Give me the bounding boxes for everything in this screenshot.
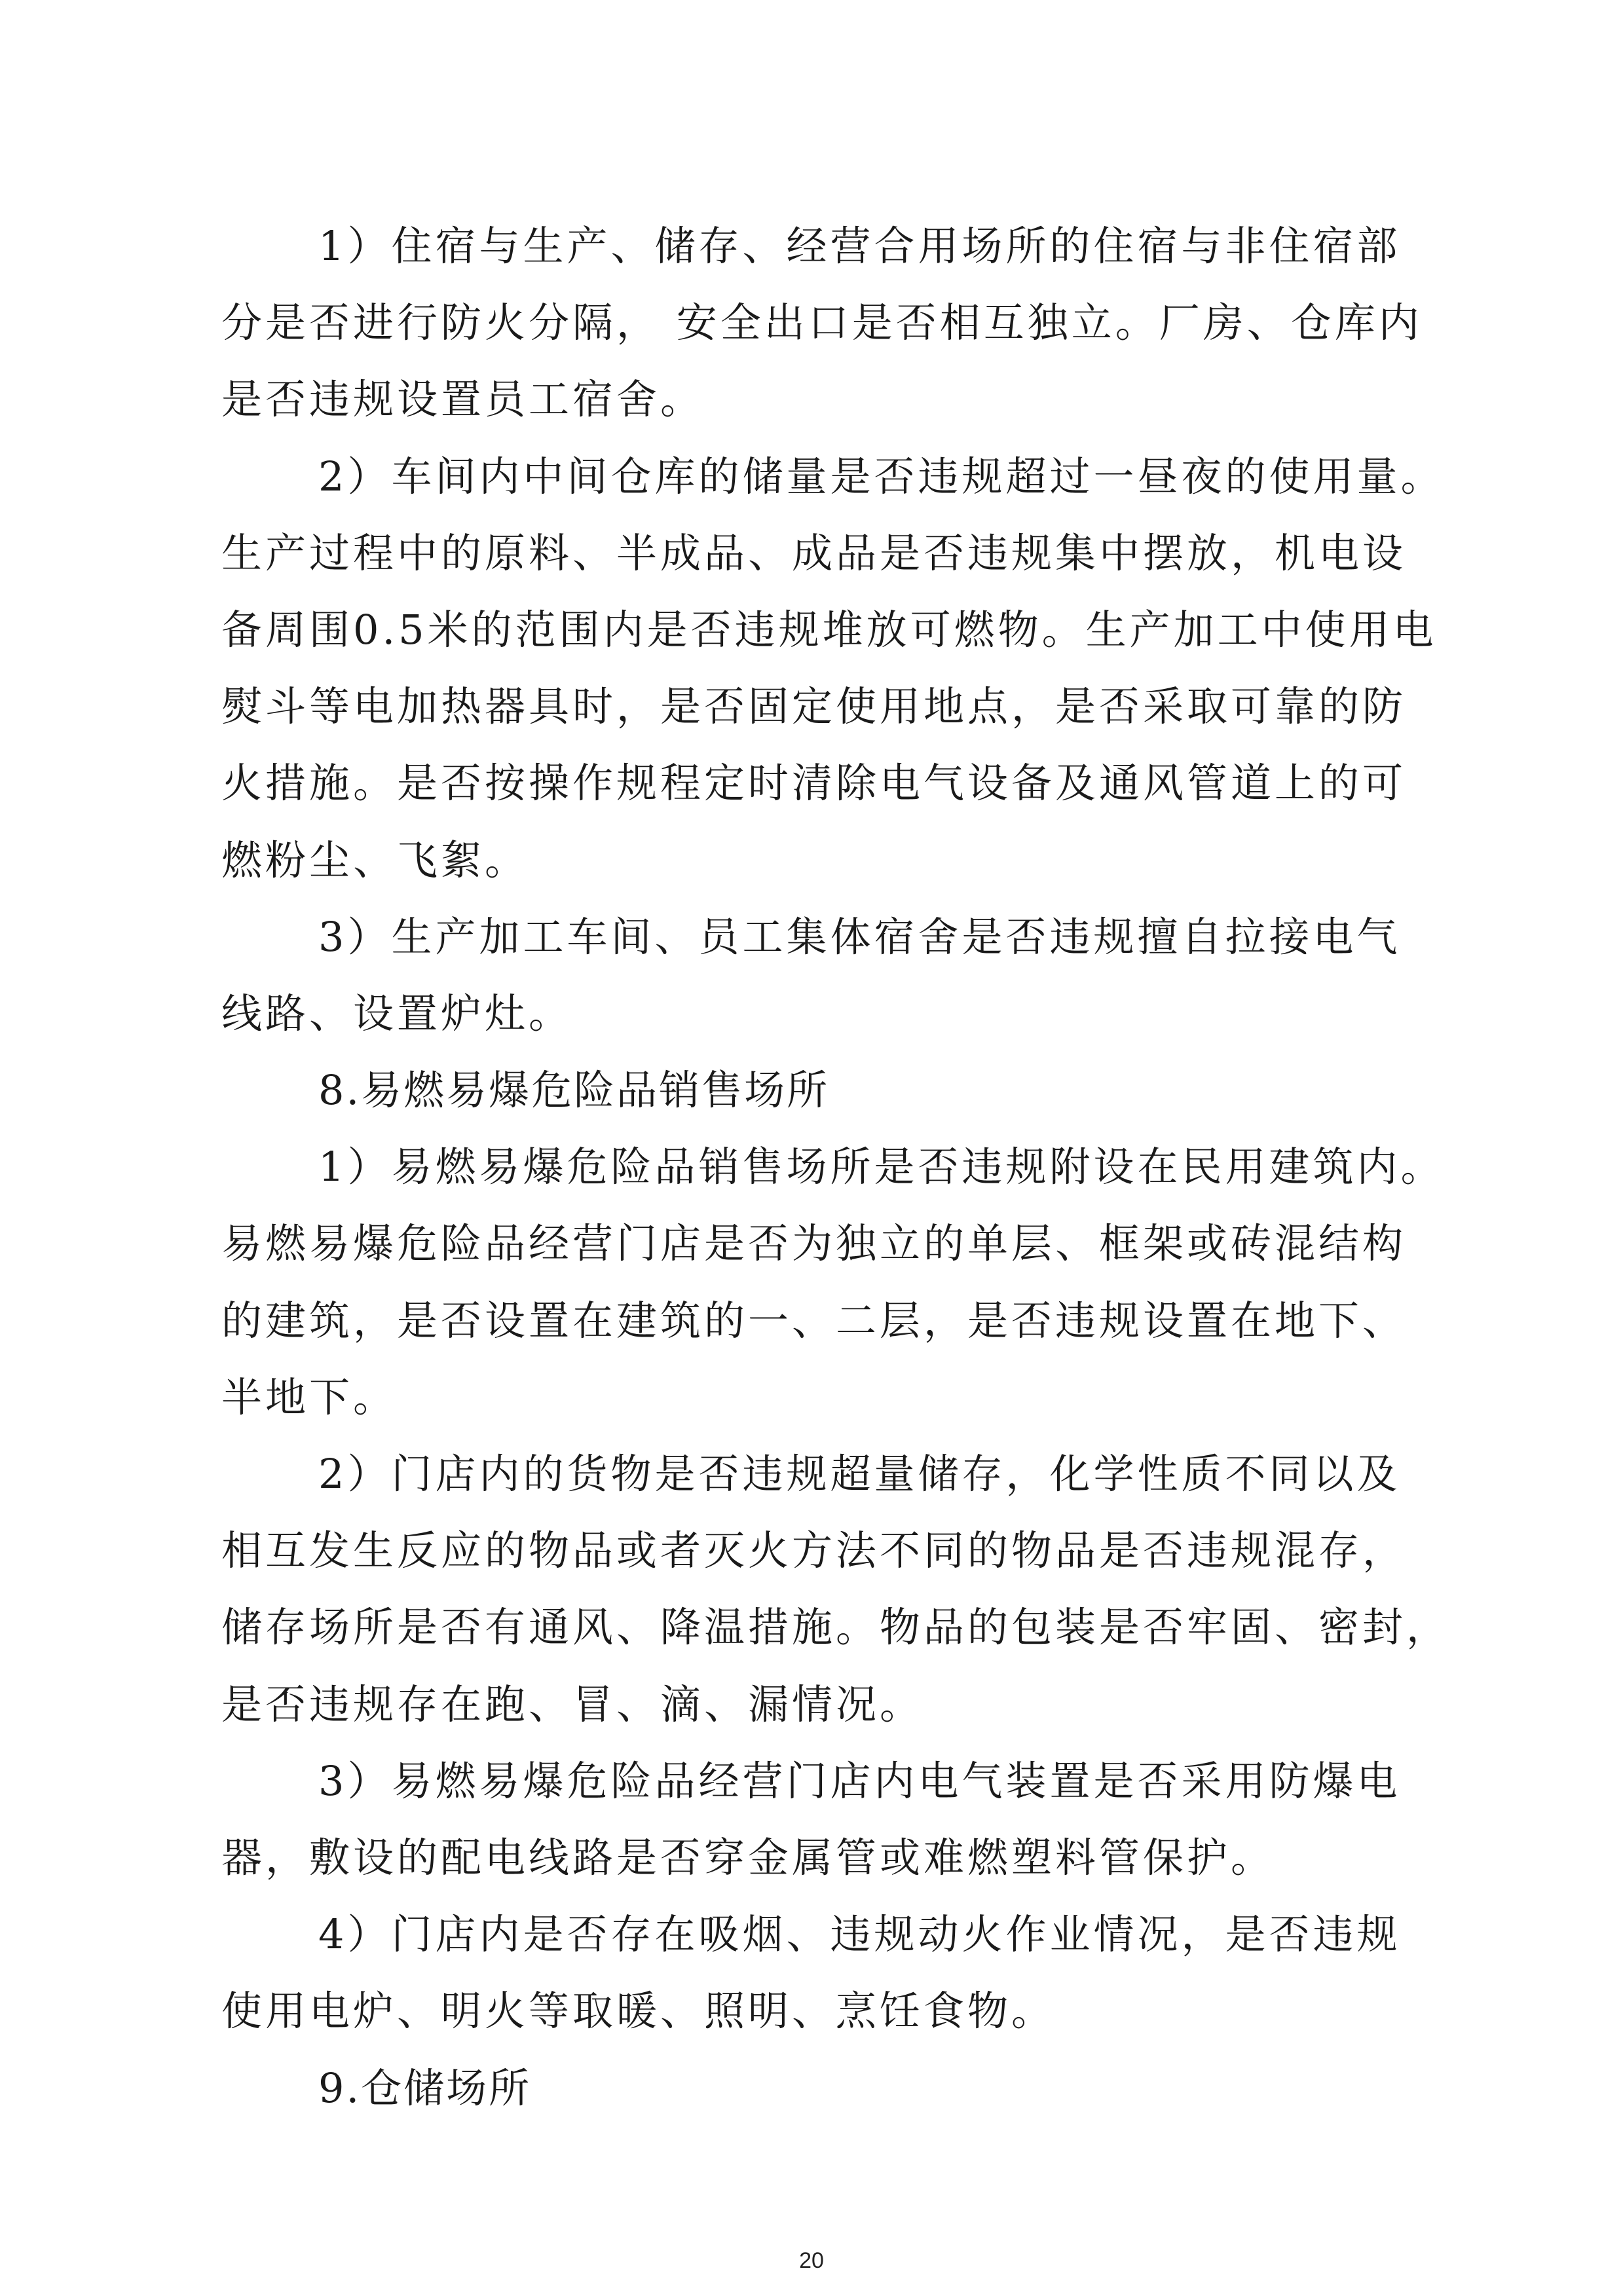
text-line: 3）生产加工车间、员工集体宿舍是否违规擅自拉接电气	[318, 912, 1401, 961]
text-line: 1）易燃易爆危险品销售场所是否违规附设在民用建筑内。	[318, 1143, 1445, 1191]
text-line: 分是否进行防火分隔， 安全出口是否相互独立。厂房、仓库内	[221, 299, 1423, 347]
text-line: 相互发生反应的物品或者灭火方法不同的物品是否违规混存，	[221, 1527, 1407, 1575]
text-line: 储存场所是否有通风、降温措施。物品的包装是否牢固、密封，	[221, 1603, 1451, 1652]
text-line: 1）住宿与生产、储存、经营合用场所的住宿与非住宿部	[318, 222, 1401, 270]
text-line: 的建筑，是否设置在建筑的一、二层，是否违规设置在地下、	[221, 1296, 1407, 1344]
text-line: 熨斗等电加热器具时，是否固定使用地点，是否采取可靠的防	[221, 682, 1407, 731]
text-line: 是否违规存在跑、冒、滴、漏情况。	[221, 1680, 924, 1728]
text-line: 线路、设置炉灶。	[221, 989, 573, 1037]
text-line: 是否违规设置员工宿舍。	[221, 375, 705, 424]
text-line: 2）门店内的货物是否违规超量储存，化学性质不同以及	[318, 1450, 1401, 1498]
text-line: 燃粉尘、飞絮。	[221, 836, 529, 884]
text-line: 生产过程中的原料、半成品、成品是否违规集中摆放，机电设	[221, 528, 1407, 577]
page-number: 20	[799, 2248, 824, 2273]
text-line: 火措施。是否按操作规程定时清除电气设备及通风管道上的可	[221, 759, 1407, 807]
text-line: 2）车间内中间仓库的储量是否违规超过一昼夜的使用量。	[318, 452, 1445, 500]
text-line: 器，敷设的配电线路是否穿金属管或难燃塑料管保护。	[221, 1833, 1275, 1881]
section-heading: 8.易燃易爆危险品销售场所	[318, 1066, 830, 1115]
text-line: 3）易燃易爆危险品经营门店内电气装置是否采用防爆电	[318, 1756, 1401, 1805]
text-line: 易燃易爆危险品经营门店是否为独立的单层、框架或砖混结构	[221, 1219, 1407, 1268]
text-line: 半地下。	[221, 1373, 398, 1421]
text-line: 使用电炉、明火等取暖、照明、烹饪食物。	[221, 1987, 1056, 2035]
text-line: 4）门店内是否存在吸烟、违规动火作业情况，是否违规	[318, 1910, 1401, 1959]
page-body-text	[221, 208, 1451, 2126]
text-line: 备周围0.5米的范围内是否违规堆放可燃物。生产加工中使用电	[221, 605, 1437, 654]
section-heading: 9.仓储场所	[318, 2064, 532, 2112]
